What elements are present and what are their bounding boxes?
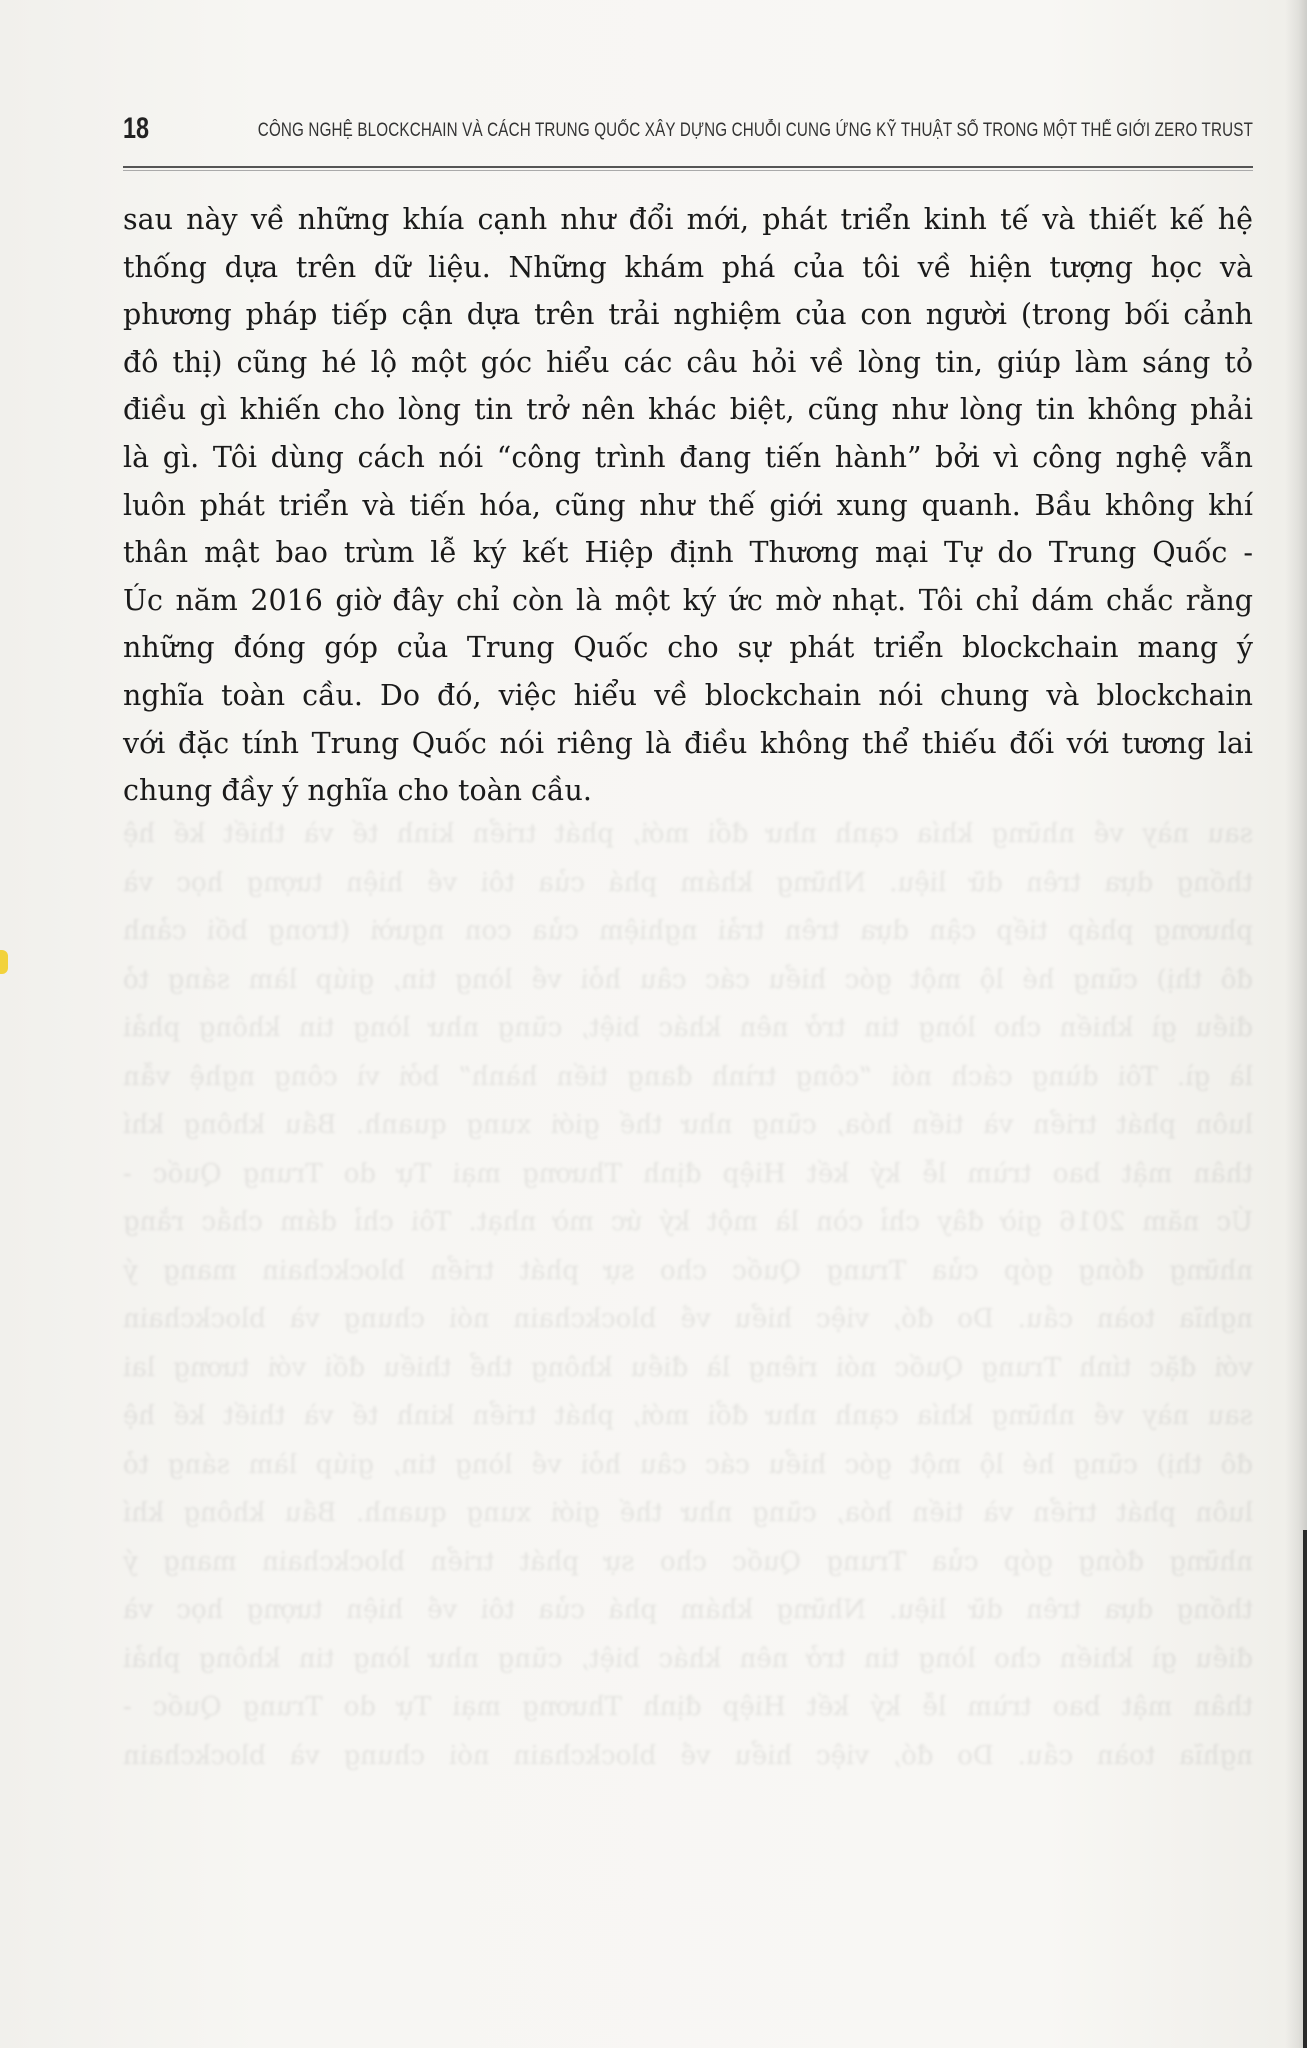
bleed-through-line: thân mật bao trùm lễ ký kết Hiệp định Thương mại Tự do Trung Quốc - (123, 1692, 1253, 1722)
header-rule-thin (123, 170, 1253, 171)
bleed-through-line: nghĩa toàn cầu. Do đó, việc hiểu về blockchain nói chung và blockchain (123, 1304, 1253, 1334)
bleed-through-line: thống dựa trên dữ liệu. Những khám phá của tôi về hiện tượng học và (123, 867, 1253, 898)
text-line: với đặc tính Trung Quốc nói riêng là điều không thể thiếu đối với tương lai (123, 726, 1253, 760)
text-line: thân mật bao trùm lễ ký kết Hiệp định Thương mại Tự do Trung Quốc - (123, 536, 1253, 570)
bleed-through-line: những đóng góp của Trung Quốc cho sự phát triển blockchain mang ý (123, 1546, 1253, 1577)
bleed-through-line: luôn phát triển và tiến hóa, cũng như thế giới xung quanh. Bầu không khí (123, 1110, 1253, 1140)
bleed-through-line: những đóng góp của Trung Quốc cho sự phát triển blockchain mang ý (123, 1255, 1253, 1286)
text-line: luôn phát triển và tiến hóa, cũng như thế giới xung quanh. Bầu không khí (123, 488, 1253, 522)
bleed-through-line: điều gì khiến cho lòng tin trở nên khác biệt, cũng như lòng tin không phải (123, 1643, 1253, 1674)
page-header (123, 108, 1253, 152)
bleed-through-line: là gì. Tôi dùng cách nói “công trình đang tiến hành” bởi vì công nghệ vẫn (123, 1061, 1253, 1092)
text-line: phương pháp tiếp cận dựa trên trải nghiệm của con người (trong bối cảnh (123, 298, 1253, 332)
text-line: thống dựa trên dữ liệu. Những khám phá của tôi về hiện tượng học và (123, 250, 1253, 284)
bleed-through-line: thống dựa trên dữ liệu. Những khám phá của tôi về hiện tượng học và (123, 1595, 1253, 1625)
body-paragraph (123, 196, 1253, 815)
bleed-through-line: điều gì khiến cho lòng tin trở nên khác biệt, cũng như lòng tin không phải (123, 1013, 1253, 1043)
bleed-through-line: nghĩa toàn cầu. Do đó, việc hiểu về blockchain nói chung và blockchain (123, 1740, 1253, 1771)
bleed-through-line: sau này về những khía cạnh như đổi mới, phát triển kinh tế và thiết kế hệ (123, 1401, 1253, 1431)
bleed-through-line: đô thị) cũng hé lộ một góc hiểu các câu hỏi về lòng tin, giúp làm sáng tỏ (123, 1449, 1253, 1480)
bleed-through-line: luôn phát triển và tiến hóa, cũng như thế giới xung quanh. Bầu không khí (123, 1498, 1253, 1528)
page-number: 18 (123, 112, 150, 145)
text-line: là gì. Tôi dùng cách nói “công trình đang tiến hành” bởi vì công nghệ vẫn (123, 440, 1253, 474)
text-line: chung đầy ý nghĩa cho toàn cầu. (123, 774, 592, 808)
bleed-through-line: thân mật bao trùm lễ ký kết Hiệp định Thương mại Tự do Trung Quốc - (123, 1158, 1253, 1189)
text-line: đô thị) cũng hé lộ một góc hiểu các câu hỏi về lòng tin, giúp làm sáng tỏ (123, 345, 1253, 379)
text-line: những đóng góp của Trung Quốc cho sự phát triển blockchain mang ý (123, 631, 1253, 665)
text-line: Úc năm 2016 giờ đây chỉ còn là một ký ức mờ nhạt. Tôi chỉ dám chắc rằng (123, 583, 1253, 617)
text-line: điều gì khiến cho lòng tin trở nên khác biệt, cũng như lòng tin không phải (123, 393, 1253, 427)
page-marker (0, 950, 8, 974)
text-line: nghĩa toàn cầu. Do đó, việc hiểu về blockchain nói chung và blockchain (123, 678, 1253, 712)
header-rule (123, 166, 1253, 168)
page-edge (1303, 1530, 1307, 2048)
bleed-through-line: đô thị) cũng hé lộ một góc hiểu các câu hỏi về lòng tin, giúp làm sáng tỏ (123, 964, 1253, 995)
bleed-through-line: với đặc tính Trung Quốc nói riêng là điều không thể thiếu đối với tương lai (123, 1352, 1253, 1383)
bleed-through-line: sau này về những khía cạnh như đổi mới, phát triển kinh tế và thiết kế hệ (123, 819, 1253, 849)
bleed-through-text (123, 810, 1253, 1780)
text-line: sau này về những khía cạnh như đổi mới, phát triển kinh tế và thiết kế hệ (123, 203, 1253, 236)
running-title: CÔNG NGHỆ BLOCKCHAIN VÀ CÁCH TRUNG QUỐC XÂY DỰNG CHUỖI CUNG ỨNG KỸ THUẬT SỐ TRONG MỘT THẾ GIỚI ZERO TRUST (257, 120, 1253, 141)
bleed-through-line: phương pháp tiếp cận dựa trên trải nghiệm của con người (trong bối cảnh (123, 916, 1253, 946)
bleed-through-line: Úc năm 2016 giờ đây chỉ còn là một ký ức mờ nhạt. Tôi chỉ dám chắc rằng (123, 1207, 1253, 1237)
